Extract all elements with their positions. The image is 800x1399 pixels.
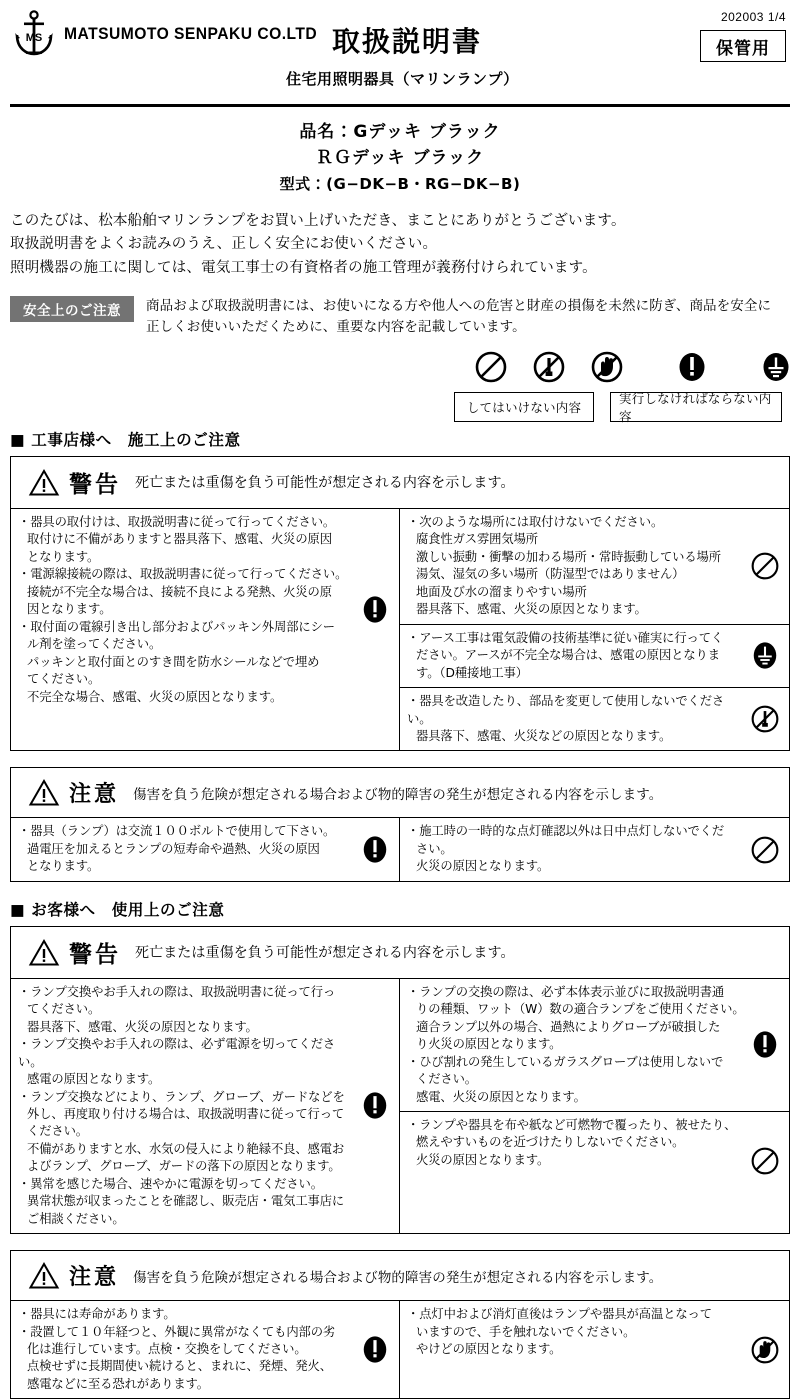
alert-line: 適合ランプ以外の場合、過熱によりグローブが破損した — [416, 1019, 721, 1034]
product-model: 型式：(G−DK−B・RG−DK−B) — [279, 174, 521, 193]
product-identification — [8, 119, 792, 196]
alert-columns — [11, 979, 789, 1233]
alert-word: 注意 — [69, 782, 120, 808]
alert-line: パッキンと取付面とのすき間を防水シールなどで埋め — [27, 654, 320, 669]
alert-line: 点検せずに長期間使い続けると、まれに、発煙、発火、 — [27, 1359, 332, 1374]
alert-cell — [400, 1301, 789, 1398]
header-divider — [10, 104, 790, 107]
alert-word: 注意 — [69, 1265, 120, 1291]
keep-label-box: 保管用 — [700, 30, 786, 62]
alert-line: ください。 — [27, 1124, 88, 1139]
alert-line: ・設置して１０年経つと、外観に異常がなくても内部の劣 — [18, 1324, 336, 1339]
intro-line-2: 取扱説明書をよくお読みのうえ、正しく安全にお使いください。 — [10, 236, 438, 253]
cell-icon-slot — [745, 1146, 785, 1176]
alert-line: 化は進行しています。点検・交換をしてください。 — [27, 1342, 307, 1357]
legend-box-mandatory: 実行しなければならない内容 — [610, 392, 782, 422]
product-name-line-1: 品名：Gデッキ ブラック — [299, 122, 501, 142]
alert-line: ・次のような場所には取付けないでください。 — [407, 514, 664, 529]
cell-icon-slot — [745, 1028, 785, 1061]
revision-code: 202003 1/4 — [720, 10, 786, 24]
prohibition-icon — [750, 551, 780, 581]
no-disassembly-icon — [532, 350, 566, 384]
prohibition-icon — [750, 835, 780, 865]
no-disassembly-icon — [750, 704, 780, 734]
alert-line: 腐食性ガス雰囲気場所 — [416, 532, 538, 547]
alert-line: ・ランプ交換などにより、ランプ、グローブ、ガードなどを — [18, 1089, 345, 1104]
intro-line-3: 照明機器の施工に関しては、電気工事士の有資格者の施工管理が義務付けられています。 — [10, 259, 597, 276]
alert-line: 因となります。 — [27, 602, 112, 617]
alert-description: 傷害を負う危険が想定される場合および物的障害の発生が想定される内容を示します。 — [133, 786, 663, 803]
ground-earth-icon — [750, 639, 780, 672]
alert-line: となります。 — [27, 549, 100, 564]
company-name: MATSUMOTO SENPAKU CO.LTD — [64, 24, 318, 43]
cell-icon-slot — [745, 639, 785, 672]
alert-line: ・器具を改造したり、部品を変更して使用しないでください。 — [407, 694, 725, 726]
safety-notice-banner — [10, 296, 790, 338]
alert-columns — [11, 509, 789, 750]
alert-description: 死亡または重傷を負う可能性が想定される内容を示します。 — [135, 475, 515, 492]
alert-line: 湯気、湿気の多い場所（防湿型ではありません） — [416, 567, 685, 582]
alert-banner — [11, 457, 789, 509]
alert-column-left — [11, 979, 400, 1233]
alert-line: 感電の原因となります。 — [27, 1072, 161, 1087]
alert-line: 感電、火災の原因となります。 — [416, 1089, 586, 1104]
alert-line: ください。 — [416, 1072, 477, 1087]
alert-line: やけどの原因となります。 — [416, 1342, 562, 1357]
alert-line: ・ひび割れの発生しているガラスグローブは使用しないで — [407, 1054, 724, 1069]
product-name-line-2: ＲＧデッキ ブラック — [315, 148, 485, 169]
svg-text:MS: MS — [25, 32, 43, 44]
alert-table-customer-caution — [10, 1250, 790, 1399]
alert-line: りの種類、ワット（W）数の適合ランプをご使用ください。 — [416, 1002, 745, 1017]
safety-notice-tag: 安全上のご注意 — [10, 296, 134, 322]
alert-line: さい。 — [416, 841, 453, 856]
alert-line: 不完全な場合、感電、火災の原因となります。 — [27, 689, 283, 704]
alert-line: 器具落下、感電、火災の原因となります。 — [416, 602, 647, 617]
safety-notice-line-1: 商品および取扱説明書には、お使いになる方や他人への危害と財産の損傷を未然に防ぎ、商品を安全に — [146, 298, 772, 315]
page-subtitle: 住宅用照明器具（マリンランプ） — [286, 70, 519, 88]
alert-line: てください。 — [27, 1002, 101, 1017]
alert-cell-text — [18, 514, 355, 706]
alert-line: ださい。アースが不完全な場合は、感電の原因となりま — [416, 648, 720, 663]
cell-icon-slot — [355, 1333, 395, 1366]
alert-line: ・異常を感じた場合、速やかに電源を切ってください。 — [18, 1176, 323, 1191]
alert-line: いますので、手を触れないでください。 — [416, 1324, 636, 1339]
alert-line: 器具落下、感電、火災の原因となります。 — [27, 1019, 258, 1034]
alert-word: 警告 — [69, 941, 121, 968]
alert-cell — [400, 818, 789, 880]
alert-cell — [11, 1301, 399, 1398]
alert-description: 死亡または重傷を負う可能性が想定される内容を示します。 — [135, 945, 515, 962]
alert-columns — [11, 1301, 789, 1398]
alert-table-installer-warning — [10, 456, 790, 751]
alert-column-left — [11, 818, 400, 880]
alert-cell-text — [18, 984, 355, 1228]
alert-line: 器具落下、感電、火災などの原因となります。 — [416, 728, 672, 743]
brand-lockup — [12, 10, 339, 58]
alert-line: 感電などに至る恐れがあります。 — [27, 1376, 209, 1391]
alert-table-installer-caution — [10, 767, 790, 881]
mandatory-icon — [360, 1333, 390, 1366]
alert-column-right — [400, 509, 789, 750]
alert-cell-text — [407, 984, 745, 1106]
alert-line: 過電圧を加えるとランプの短寿命や過熱、火災の原因 — [27, 841, 320, 856]
cell-icon-slot — [355, 833, 395, 866]
alert-line: ・器具の取付けは、取扱説明書に従って行ってください。 — [18, 514, 336, 529]
alert-line: 燃えやすいものを近づけたりしないでください。 — [416, 1135, 685, 1150]
alert-line: り火災の原因となります。 — [416, 1037, 562, 1052]
alert-cell-text — [18, 823, 355, 875]
mandatory-icon — [750, 1028, 780, 1061]
ground-earth-icon — [760, 350, 792, 384]
alert-line: 接続が不完全な場合は、接続不良による発熱、火災の原 — [27, 584, 332, 599]
page-title: 取扱説明書 — [332, 25, 483, 58]
alert-line: となります。 — [27, 859, 100, 874]
alert-line: 外し、再度取り付ける場合は、取扱説明書に従って行って — [27, 1106, 345, 1121]
alert-column-right — [400, 979, 789, 1233]
alert-description: 傷害を負う危険が想定される場合および物的障害の発生が想定される内容を示します。 — [133, 1269, 663, 1286]
alert-line: てください。 — [27, 672, 101, 687]
alert-line: ・器具（ランプ）は交流１００ボルトで使用して下さい。 — [18, 824, 336, 839]
cell-icon-slot — [745, 704, 785, 734]
alert-cell-text — [407, 1117, 745, 1204]
alert-column-right — [400, 818, 789, 880]
alert-cell — [400, 1111, 789, 1209]
safety-notice-text — [146, 296, 771, 338]
warning-triangle-icon — [29, 469, 59, 496]
anchor-logo — [12, 10, 56, 58]
mandatory-icon — [676, 350, 708, 384]
alert-word: 警告 — [69, 471, 121, 498]
mandatory-icon — [360, 1089, 390, 1122]
alert-cell-text — [407, 823, 745, 875]
alert-line: 不備がありますと水、水気の侵入により絶縁不良、感電お — [27, 1141, 345, 1156]
warning-triangle-icon — [29, 939, 59, 966]
icon-legend — [8, 348, 792, 424]
cell-icon-slot — [745, 835, 785, 865]
alert-line: ・電源線接続の際は、取扱説明書に従って行ってください。 — [18, 567, 348, 582]
intro-paragraph — [10, 210, 790, 280]
cell-icon-slot — [355, 593, 395, 626]
alert-line: 地面及び水の溜まりやすい場所 — [416, 584, 587, 599]
alert-cell-text — [18, 1306, 355, 1393]
safety-notice-line-2: 正しくお使いいただくために、重要な内容を記載しています。 — [146, 319, 526, 336]
mandatory-icon — [360, 833, 390, 866]
do-not-touch-icon — [750, 1335, 780, 1365]
alert-line: ご相談ください。 — [27, 1211, 125, 1226]
alert-column-left — [11, 1301, 400, 1398]
cell-icon-slot — [745, 1335, 785, 1365]
alert-banner — [11, 1251, 789, 1301]
alert-banner — [11, 768, 789, 818]
alert-cell-text — [407, 630, 745, 682]
alert-line: ・ランプや器具を布や紙など可燃物で覆ったり、被せたり、 — [407, 1117, 737, 1132]
legend-icon-row — [474, 350, 792, 384]
alert-line: 激しい振動・衝撃の加わる場所・常時振動している場所 — [416, 549, 721, 564]
alert-line: す。（D種接地工事） — [416, 665, 529, 680]
alert-line: ル剤を塗ってください。 — [27, 637, 162, 652]
alert-columns — [11, 818, 789, 880]
alert-table-customer-warning — [10, 926, 790, 1234]
alert-line: よびランプ、グローブ、ガードの落下の原因となります。 — [27, 1159, 341, 1174]
alert-cell — [400, 624, 789, 687]
alert-cell — [400, 687, 789, 750]
alert-cell — [400, 509, 789, 624]
alert-cell — [11, 509, 399, 711]
prohibition-icon — [474, 350, 508, 384]
caution-triangle-icon — [29, 779, 59, 806]
alert-line: ・アース工事は電気設備の技術基準に従い確実に行ってく — [407, 630, 724, 645]
intro-line-1: このたびは、松本船舶マリンランプをお買い上げいただき、まことにありがとうございます。 — [10, 212, 626, 229]
alert-column-right — [400, 1301, 789, 1398]
alert-line: ・ランプの交換の際は、必ず本体表示並びに取扱説明書通 — [407, 984, 725, 999]
alert-line: 取付けに不備がありますと器具落下、感電、火災の原因 — [27, 532, 332, 547]
alert-line: ・ランプ交換やお手入れの際は、必ず電源を切ってください。 — [18, 1037, 336, 1069]
prohibition-icon — [750, 1146, 780, 1176]
alert-cell — [11, 979, 399, 1233]
do-not-touch-icon — [590, 350, 624, 384]
alert-line: 火災の原因となります。 — [416, 859, 550, 874]
section-heading-customer: ■ お客様へ 使用上のご注意 — [10, 900, 225, 919]
alert-line: 火災の原因となります。 — [416, 1152, 550, 1167]
alert-banner — [11, 927, 789, 979]
alert-column-left — [11, 509, 400, 750]
alert-line: ・施工時の一時的な点灯確認以外は日中点灯しないでくだ — [407, 824, 725, 839]
alert-line: ・器具には寿命があります。 — [18, 1307, 176, 1322]
alert-cell — [400, 979, 789, 1111]
legend-label-row — [454, 392, 782, 422]
alert-cell-text — [407, 514, 745, 619]
alert-cell — [11, 818, 399, 880]
mandatory-icon — [360, 593, 390, 626]
alert-line: ・取付面の電線引き出し部分およびパッキン外周部にシー — [18, 619, 335, 634]
alert-cell-text — [407, 693, 745, 745]
page-header — [8, 6, 792, 102]
cell-icon-slot — [355, 1089, 395, 1122]
alert-line: ・ランプ交換やお手入れの際は、取扱説明書に従って行っ — [18, 984, 336, 999]
alert-line: 異常状態が収まったことを確認し、販売店・電気工事店に — [27, 1194, 345, 1209]
legend-box-prohibited: してはいけない内容 — [454, 392, 594, 422]
alert-line: ・点灯中および消灯直後はランプや器具が高温となって — [407, 1307, 712, 1322]
section-heading-installer: ■ 工事店様へ 施工上のご注意 — [10, 430, 241, 449]
cell-icon-slot — [745, 551, 785, 581]
alert-cell-text — [407, 1306, 745, 1393]
caution-triangle-icon — [29, 1262, 59, 1289]
